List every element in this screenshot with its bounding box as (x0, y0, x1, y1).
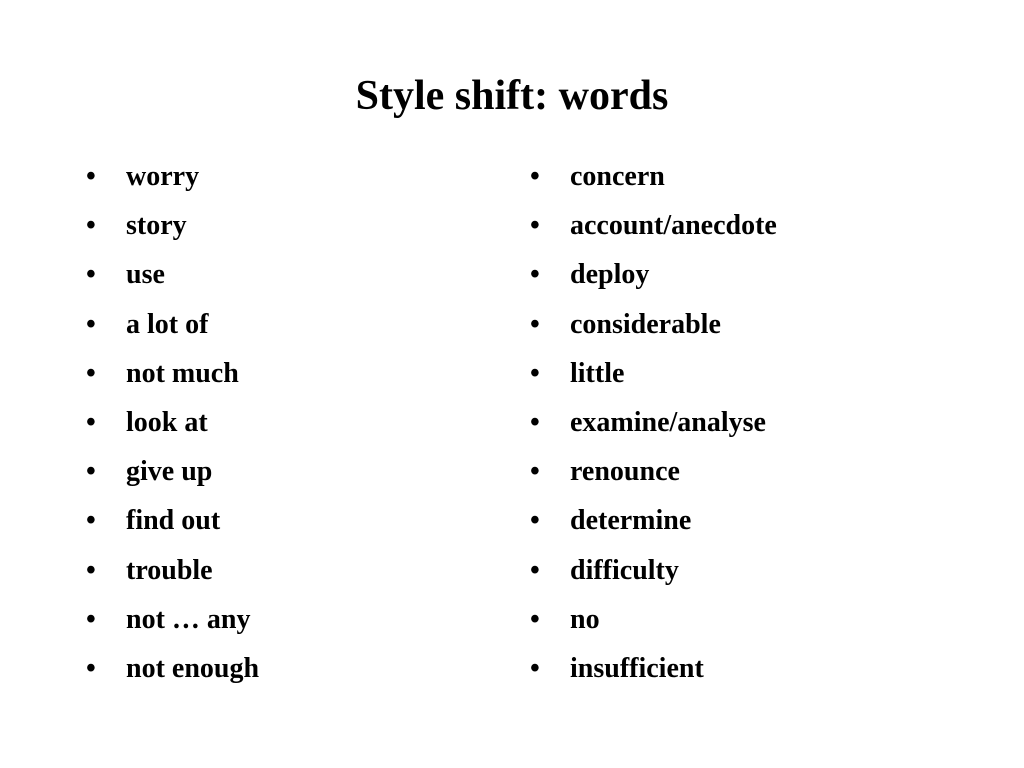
slide-title: Style shift: words (355, 73, 669, 119)
bullet-icon: • (86, 161, 96, 192)
word-text: not much (126, 357, 239, 389)
word-text: little (570, 357, 625, 389)
word-text: not … any (126, 603, 251, 635)
bullet-icon: • (86, 603, 96, 635)
word-text: determine (570, 505, 692, 537)
word-text: no (570, 603, 600, 635)
bullet-icon: • (530, 456, 540, 488)
word-text: difficulty (570, 554, 679, 586)
word-text: considerable (570, 308, 721, 340)
bullet-icon: • (530, 603, 540, 635)
word-text: account/anecdote (570, 210, 777, 242)
word-text: find out (126, 505, 221, 537)
bullet-icon: • (530, 308, 540, 340)
word-text: use (126, 259, 165, 291)
bullet-icon: • (530, 554, 540, 586)
word-text: worry (126, 161, 200, 192)
bullet-icon: • (530, 505, 540, 537)
bullet-icon: • (530, 161, 540, 192)
word-text: story (126, 210, 187, 242)
word-text: renounce (570, 456, 680, 488)
bullet-icon: • (530, 357, 540, 389)
bullet-icon: • (86, 406, 96, 438)
bullet-icon: • (86, 554, 96, 586)
bullet-icon: • (86, 652, 96, 684)
word-text: not enough (126, 652, 260, 684)
word-text: give up (126, 456, 213, 488)
word-text: insufficient (570, 652, 704, 684)
bullet-icon: • (530, 406, 540, 438)
bullet-icon: • (530, 652, 540, 684)
bullet-icon: • (530, 259, 540, 291)
bullet-icon: • (86, 308, 96, 340)
word-text: look at (126, 406, 208, 438)
word-text: a lot of (126, 308, 209, 340)
word-text: concern (570, 161, 665, 192)
word-text: deploy (570, 259, 650, 291)
bullet-icon: • (86, 456, 96, 488)
word-text: trouble (126, 554, 213, 586)
bullet-icon: • (86, 505, 96, 537)
bullet-icon: • (530, 210, 540, 242)
bullet-icon: • (86, 259, 96, 291)
bullet-icon: • (86, 357, 96, 389)
word-text: examine/analyse (570, 406, 766, 438)
bullet-icon: • (86, 210, 96, 242)
